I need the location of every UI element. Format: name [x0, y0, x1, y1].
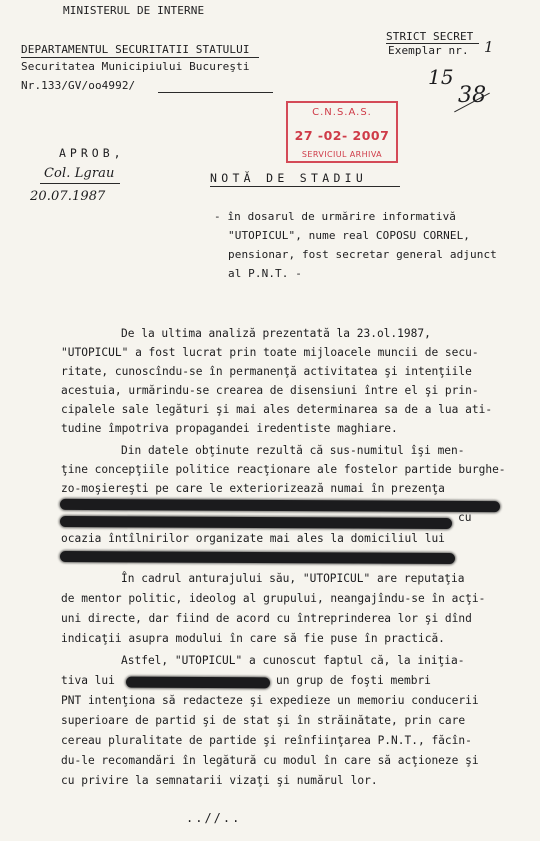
subject-line-4: al P.N.T. -: [228, 267, 302, 280]
body-line: acestuia, urmărindu-se crearea de disensiuni între el şi prin-: [61, 384, 479, 397]
body-line: uni directe, dar fiind de acord cu întreprinderea lor şi dînd: [61, 612, 472, 625]
copy-number: 1: [484, 38, 494, 56]
body-line: ritate, cunoscîndu-se în permanenţă activitatea şi intenţiile: [61, 365, 472, 378]
signature-underline: [40, 183, 120, 184]
body-line: indicaţii asupra modului în care să fie puse în practică.: [61, 632, 445, 645]
body-line: cu: [458, 511, 472, 524]
approval-signature: Col. Lgrau: [44, 166, 115, 181]
subject-line-3: pensionar, fost secretar general adjunct: [228, 248, 497, 261]
handwritten-page-15: 15: [428, 65, 454, 89]
archive-stamp: [286, 101, 398, 163]
department-name: DEPARTAMENTUL SECURITATII STATULUI: [21, 43, 250, 56]
registration-blank-line: [158, 92, 273, 93]
redaction-bar: [60, 516, 452, 529]
classification-label: STRICT SECRET: [386, 30, 474, 43]
body-line: ţine concepţiile politice reacţionare ale fostelor partide burghe-: [61, 463, 506, 476]
body-line: cu privire la semnatarii vizaţi şi numărul lor.: [61, 774, 378, 787]
subject-line-1: - în dosarul de urmărire informativă: [214, 210, 457, 223]
body-line: Astfel, "UTOPICUL" a cunoscut faptul că, la iniţia-: [121, 654, 465, 667]
approval-date: 20.07.1987: [30, 189, 106, 204]
body-line: tudine împotriva propagandei iredentiste maghiare.: [61, 422, 398, 435]
redaction-bar: [60, 551, 455, 564]
copy-label: Exemplar nr.: [388, 44, 469, 57]
redaction-bar: [126, 677, 270, 689]
body-line: În cadrul anturajului său, "UTOPICUL" are reputaţia: [121, 572, 465, 585]
ministry-name: MINISTERUL DE INTERNE: [63, 4, 205, 17]
subject-line-2: "UTOPICUL", nume real COPOSU CORNEL,: [228, 229, 471, 242]
approval-label: APROB,: [59, 146, 125, 160]
body-line: tiva lui: [61, 674, 115, 687]
body-line: ocazia întîlnirilor organizate mai ales la domiciliul lui: [61, 532, 445, 545]
body-line: du-le recomandări în legătură cu modul în care să acţioneze şi: [61, 754, 479, 767]
body-line: superioare de partid şi de stat şi în străinătate, prin care: [61, 714, 466, 727]
body-line: zo-moşiereşti pe care le exteriorizează numai în prezenţa: [61, 482, 445, 495]
body-line: de mentor politic, ideolog al grupului, neangajîndu-se în acţi-: [61, 592, 486, 605]
body-line: "UTOPICUL" a fost lucrat prin toate mijloacele muncii de secu-: [61, 346, 479, 359]
redaction-bar: [60, 499, 500, 512]
body-line: PNT intenţiona să redacteze şi expedieze un memoriu conducerii: [61, 694, 479, 707]
registration-number: Nr.133/GV/oo4992/: [21, 79, 136, 92]
stamp-service: SERVICIUL ARHIVA: [301, 150, 383, 159]
department-underline: [21, 57, 259, 58]
body-line: un grup de foşti membri: [276, 674, 431, 687]
body-line: Din datele obţinute rezultă că sus-numitul îşi men-: [121, 444, 465, 457]
body-line: De la ultima analiză prezentată la 23.ol.1987,: [121, 327, 431, 340]
unit-name: Securitatea Municipiului Bucureşti: [21, 60, 250, 73]
document-title: NOTĂ DE STADIU: [210, 171, 368, 185]
stamp-title: C.N.S.A.S.: [312, 107, 372, 118]
title-underline: [210, 186, 400, 187]
body-line: cereau pluralitate de partide şi reînfiinţarea P.N.T., făcîn-: [61, 734, 472, 747]
continuation-mark: ..//..: [186, 811, 242, 825]
body-line: cipalele sale legături şi mai ales determinarea sa de a lua ati-: [61, 403, 493, 416]
handwritten-page-38: 38: [458, 83, 487, 108]
stamp-date: 27 -02- 2007: [294, 128, 390, 143]
